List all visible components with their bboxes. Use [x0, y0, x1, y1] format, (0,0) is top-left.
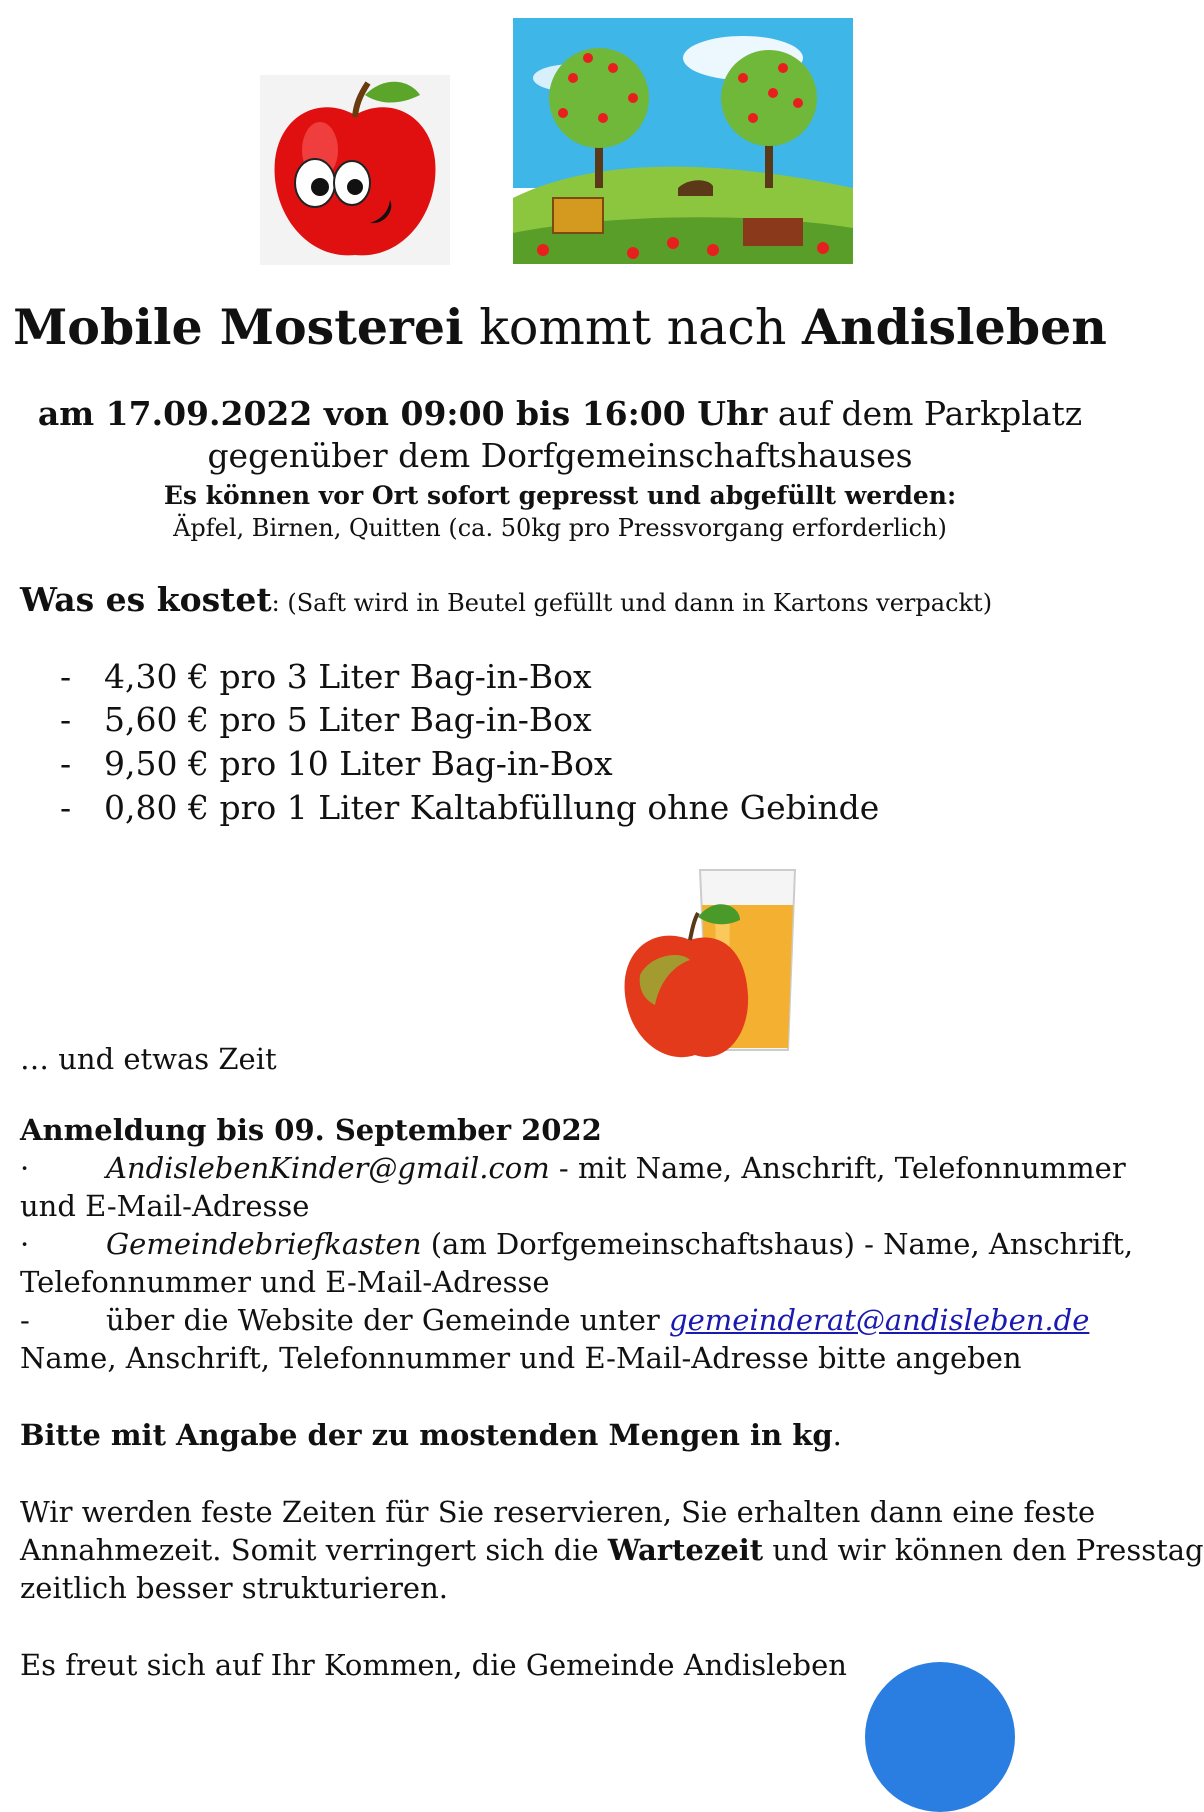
price-text: 5,60 € pro 5 Liter Bag-in-Box	[104, 700, 592, 739]
event-location: gegenüber dem Dorfgemeinschaftshauses	[207, 436, 913, 475]
time-note: … und etwas Zeit	[20, 1042, 277, 1076]
quantity-note-end: .	[832, 1418, 842, 1452]
registration-website-text: über die Website der Gemeinde unter	[106, 1303, 670, 1337]
price-dash: -	[60, 744, 72, 783]
cost-heading-colon: :	[271, 589, 280, 617]
on-site-note: Es können vor Ort sofort gepresst und abgefüllt werden:	[163, 481, 957, 510]
website-email-link[interactable]: gemeinderat@andisleben.de	[669, 1303, 1090, 1337]
reservation-line-2-pre: Annahmezeit. Somit verringert sich die	[20, 1533, 608, 1567]
orchard-cider-press-image	[513, 18, 853, 264]
bullet: ·	[20, 1227, 30, 1261]
cost-heading-note: (Saft wird in Beutel gefüllt und dann in Kartons verpackt)	[279, 589, 993, 617]
cost-heading	[20, 580, 992, 619]
price-text: 4,30 € pro 3 Liter Bag-in-Box	[104, 657, 592, 696]
event-date-line	[0, 394, 1120, 433]
price-item	[60, 657, 592, 696]
price-item	[60, 788, 879, 827]
price-item	[60, 744, 613, 783]
registration-email-rest: - mit Name, Anschrift, Telefonnummer	[549, 1151, 1126, 1185]
registration-email-cont: und E-Mail-Adresse	[20, 1189, 310, 1223]
title-part-3: Andisleben	[801, 298, 1107, 356]
price-dash: -	[60, 700, 72, 739]
registration-website-cont: Name, Anschrift, Telefonnummer und E-Mail-Adresse bitte angeben	[20, 1341, 1022, 1375]
price-dash: -	[60, 657, 72, 696]
price-dash: -	[60, 788, 72, 827]
reservation-line-1: Wir werden feste Zeiten für Sie reservieren, Sie erhalten dann eine feste	[20, 1495, 1096, 1529]
floating-action-button[interactable]	[865, 1662, 1015, 1812]
reservation-wait-time: Wartezeit	[607, 1533, 764, 1567]
price-text: 9,50 € pro 10 Liter Bag-in-Box	[104, 744, 613, 783]
dash: -	[20, 1303, 30, 1337]
event-date-rest: auf dem Parkplatz	[767, 394, 1083, 433]
reservation-line-2-post: und wir können den Presstag	[763, 1533, 1204, 1567]
registration-heading: Anmeldung bis 09. September 2022	[20, 1113, 602, 1147]
reservation-line-2	[20, 1531, 1204, 1569]
price-text: 0,80 € pro 1 Liter Kaltabfüllung ohne Gebinde	[104, 788, 880, 827]
quantity-note-bold: Bitte mit Angabe der zu mostenden Mengen in kg	[20, 1418, 833, 1452]
apple-juice-image	[620, 865, 810, 1065]
title-part-1: Mobile Mosterei	[13, 298, 464, 356]
closing-line: Es freut sich auf Ihr Kommen, die Gemeinde Andisleben	[20, 1648, 847, 1682]
registration-mailbox-cont: Telefonnummer und E-Mail-Adresse	[20, 1265, 550, 1299]
reservation-line-3: zeitlich besser strukturieren.	[20, 1571, 448, 1605]
quantity-note	[20, 1416, 842, 1454]
title-part-2: kommt nach	[463, 299, 802, 356]
registration-item-email	[20, 1149, 1126, 1187]
fruits-note: Äpfel, Birnen, Quitten (ca. 50kg pro Pressvorgang erforderlich)	[173, 514, 947, 542]
event-date: am 17.09.2022 von 09:00 bis 16:00 Uhr	[37, 394, 768, 433]
cartoon-apple-image	[260, 75, 450, 265]
bullet: ·	[20, 1151, 30, 1185]
registration-mailbox: Gemeindebriefkasten	[106, 1227, 422, 1261]
page-title	[0, 298, 1120, 356]
price-item	[60, 700, 592, 739]
registration-mailbox-rest: (am Dorfgemeinschaftshaus) - Name, Anschrift,	[421, 1227, 1134, 1261]
cost-heading-title: Was es kostet	[20, 580, 272, 619]
registration-item-mailbox	[20, 1225, 1133, 1263]
registration-email[interactable]: AndislebenKinder@gmail.com	[106, 1151, 550, 1185]
registration-item-website	[20, 1301, 1089, 1339]
